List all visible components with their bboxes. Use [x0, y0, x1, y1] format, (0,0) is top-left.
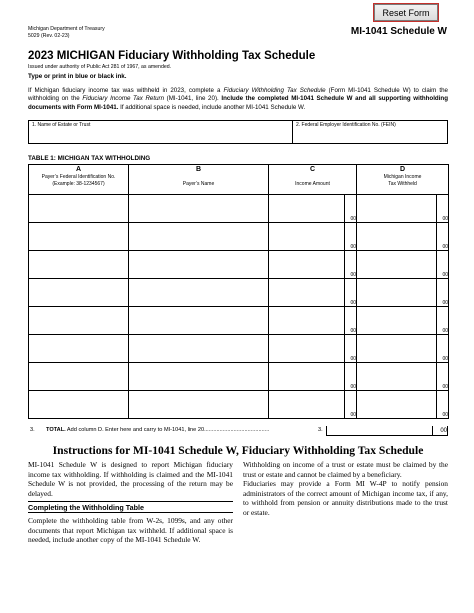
total-line-ref: 3. [318, 427, 323, 433]
col-a-example: (Example: 38-1234567) [52, 181, 105, 187]
payer-name-cell[interactable] [129, 195, 269, 223]
form-header-info [28, 26, 105, 40]
income-amount-cell[interactable] [269, 363, 345, 391]
payer-name-cell[interactable] [129, 335, 269, 363]
income-cents-cell: 00 [345, 195, 357, 223]
withheld-amount-cell[interactable] [357, 223, 437, 251]
income-amount-cell[interactable] [269, 251, 345, 279]
instructions-right [243, 460, 448, 518]
income-cents-cell: 00 [345, 223, 357, 251]
withheld-cents-cell: 00 [437, 307, 449, 335]
income-cents-cell: 00 [345, 307, 357, 335]
col-b-label: Payer’s Name [182, 181, 215, 187]
total-leader-dots: .......................................... [204, 427, 270, 433]
estate-name-label: 1. Name of Estate or Trust [32, 122, 91, 128]
intro-text-5: (MI-1041, line 20). [164, 95, 222, 103]
table-row [29, 307, 449, 335]
payer-fein-cell[interactable] [29, 195, 129, 223]
col-a-header [29, 165, 129, 195]
department-name: Michigan Department of Treasury [28, 26, 105, 32]
payer-name-cell[interactable] [129, 279, 269, 307]
intro-paragraph [28, 87, 448, 112]
payer-fein-cell[interactable] [29, 335, 129, 363]
payer-fein-cell[interactable] [29, 307, 129, 335]
withheld-amount-cell[interactable] [357, 195, 437, 223]
intro-text-2: Fiduciary Withholding Tax Schedule [223, 87, 326, 94]
table-row [29, 251, 449, 279]
withholding-table [28, 164, 449, 419]
income-cents-cell: 00 [345, 363, 357, 391]
instructions-right-p1: Withholding on income of a trust or estate must be claimed by the trust or estate and cannot be claimed by a beneficiary. [243, 460, 448, 479]
intro-text-4: Fiduciary Income Tax Return [82, 95, 165, 103]
form-revision: 5029 (Rev. 02-23) [28, 33, 70, 39]
intro-text-1: If Michigan fiduciary income tax was withheld in 2023, complete a [28, 87, 224, 94]
withheld-amount-cell[interactable] [357, 279, 437, 307]
table-row [29, 223, 449, 251]
estate-name-field[interactable] [28, 120, 293, 144]
withheld-amount-cell[interactable] [357, 335, 437, 363]
fein-field[interactable] [293, 120, 448, 144]
income-amount-cell[interactable] [269, 335, 345, 363]
payer-name-cell[interactable] [129, 251, 269, 279]
payer-fein-cell[interactable] [29, 363, 129, 391]
payer-name-cell[interactable] [129, 307, 269, 335]
withheld-amount-cell[interactable] [357, 363, 437, 391]
income-cents-cell: 00 [345, 251, 357, 279]
fein-label: 2. Federal Employer Identification No. (FEIN) [296, 122, 396, 128]
table-row [29, 335, 449, 363]
income-amount-cell[interactable] [269, 307, 345, 335]
income-cents-cell: 00 [345, 279, 357, 307]
payer-name-cell[interactable] [129, 223, 269, 251]
col-c-header [269, 165, 357, 195]
col-d-label-1: Michigan Income [383, 174, 422, 180]
withheld-cents-cell: 00 [437, 251, 449, 279]
withheld-cents-cell: 00 [437, 279, 449, 307]
total-text [46, 427, 269, 433]
col-d-letter: D [399, 166, 406, 173]
instructions-left-p2: Complete the withholding table from W-2s, 1099s, and any other documents that report Michigan tax withheld. If additional space is needed, include another copy of the MI-1041 Schedule W. [28, 516, 233, 545]
col-c-label: Income Amount [295, 181, 330, 187]
withheld-cents-cell: 00 [437, 335, 449, 363]
col-c-letter: C [309, 166, 316, 173]
col-d-header [357, 165, 449, 195]
table-title: TABLE 1: MICHIGAN TAX WITHHOLDING [28, 155, 151, 162]
income-amount-cell[interactable] [269, 223, 345, 251]
withheld-cents-cell: 00 [437, 223, 449, 251]
payer-name-cell[interactable] [129, 363, 269, 391]
income-cents-cell: 00 [345, 335, 357, 363]
instructions-title: Instructions for MI-1041 Schedule W, Fiduciary Withholding Tax Schedule [52, 444, 424, 457]
withheld-amount-cell[interactable] [357, 251, 437, 279]
total-cents: 00 [440, 428, 447, 434]
table-header-row [29, 165, 449, 195]
col-d-label-2: Tax Withheld [388, 181, 417, 187]
table-row [29, 195, 449, 223]
form-id-title: MI-1041 Schedule W [350, 26, 447, 37]
intro-text-7: If additional space is needed, include another MI-1041 Schedule W. [118, 103, 306, 111]
page-title: 2023 MICHIGAN Fiduciary Withholding Tax Schedule [28, 50, 316, 62]
table-row [29, 391, 449, 419]
payer-name-cell[interactable] [129, 391, 269, 419]
withheld-cents-cell: 00 [437, 195, 449, 223]
table-row [29, 363, 449, 391]
payer-fein-cell[interactable] [29, 391, 129, 419]
authority-note: Issued under authority of Public Act 281 of 1967, as amended. [28, 64, 172, 70]
payer-fein-cell[interactable] [29, 251, 129, 279]
ink-instruction: Type or print in blue or black ink. [28, 73, 127, 80]
intro-text-6: Include the completed MI-1041 Schedule W and all supporting withholding documents with Form MI-1041. [28, 95, 448, 111]
withheld-amount-cell[interactable] [357, 307, 437, 335]
total-amount-field[interactable] [326, 426, 448, 436]
total-label: TOTAL. [46, 427, 66, 433]
payer-fein-cell[interactable] [29, 223, 129, 251]
total-cents-divider [432, 426, 433, 436]
col-b-letter: B [195, 166, 202, 173]
income-amount-cell[interactable] [269, 195, 345, 223]
payer-fein-cell[interactable] [29, 279, 129, 307]
table-row [29, 279, 449, 307]
total-instruction: Add column D. Enter here and carry to MI-1041, line 20 [65, 427, 205, 433]
reset-form-button[interactable]: Reset Form [374, 4, 438, 21]
col-a-label: Payer’s Federal Identification No. [41, 174, 116, 180]
completing-table-heading: Completing the Withholding Table [28, 501, 233, 513]
withheld-cents-cell: 00 [437, 391, 449, 419]
col-a-letter: A [75, 166, 82, 173]
income-amount-cell[interactable] [269, 391, 345, 419]
withheld-amount-cell[interactable] [357, 391, 437, 419]
intro-text-3: (Form MI-1041 Schedule W) to claim the withholding on the [28, 87, 448, 103]
income-cents-cell: 00 [345, 391, 357, 419]
total-line-number: 3. [30, 427, 35, 433]
withheld-cents-cell: 00 [437, 363, 449, 391]
col-b-header [129, 165, 269, 195]
income-amount-cell[interactable] [269, 279, 345, 307]
instructions-right-p2: Fiduciaries may provide a Form MI W-4P to notify pension administrators of the correct amount of Michigan income tax, if any, to withhold from pension or annuity distributions made to the trust or estate. [243, 479, 448, 517]
instructions-left-p1: MI-1041 Schedule W is designed to report Michigan fiduciary income tax withholding. If withholding is claimed and the MI-1041 Schedule W is not provided, the processing of the return may be delayed. [28, 460, 233, 498]
